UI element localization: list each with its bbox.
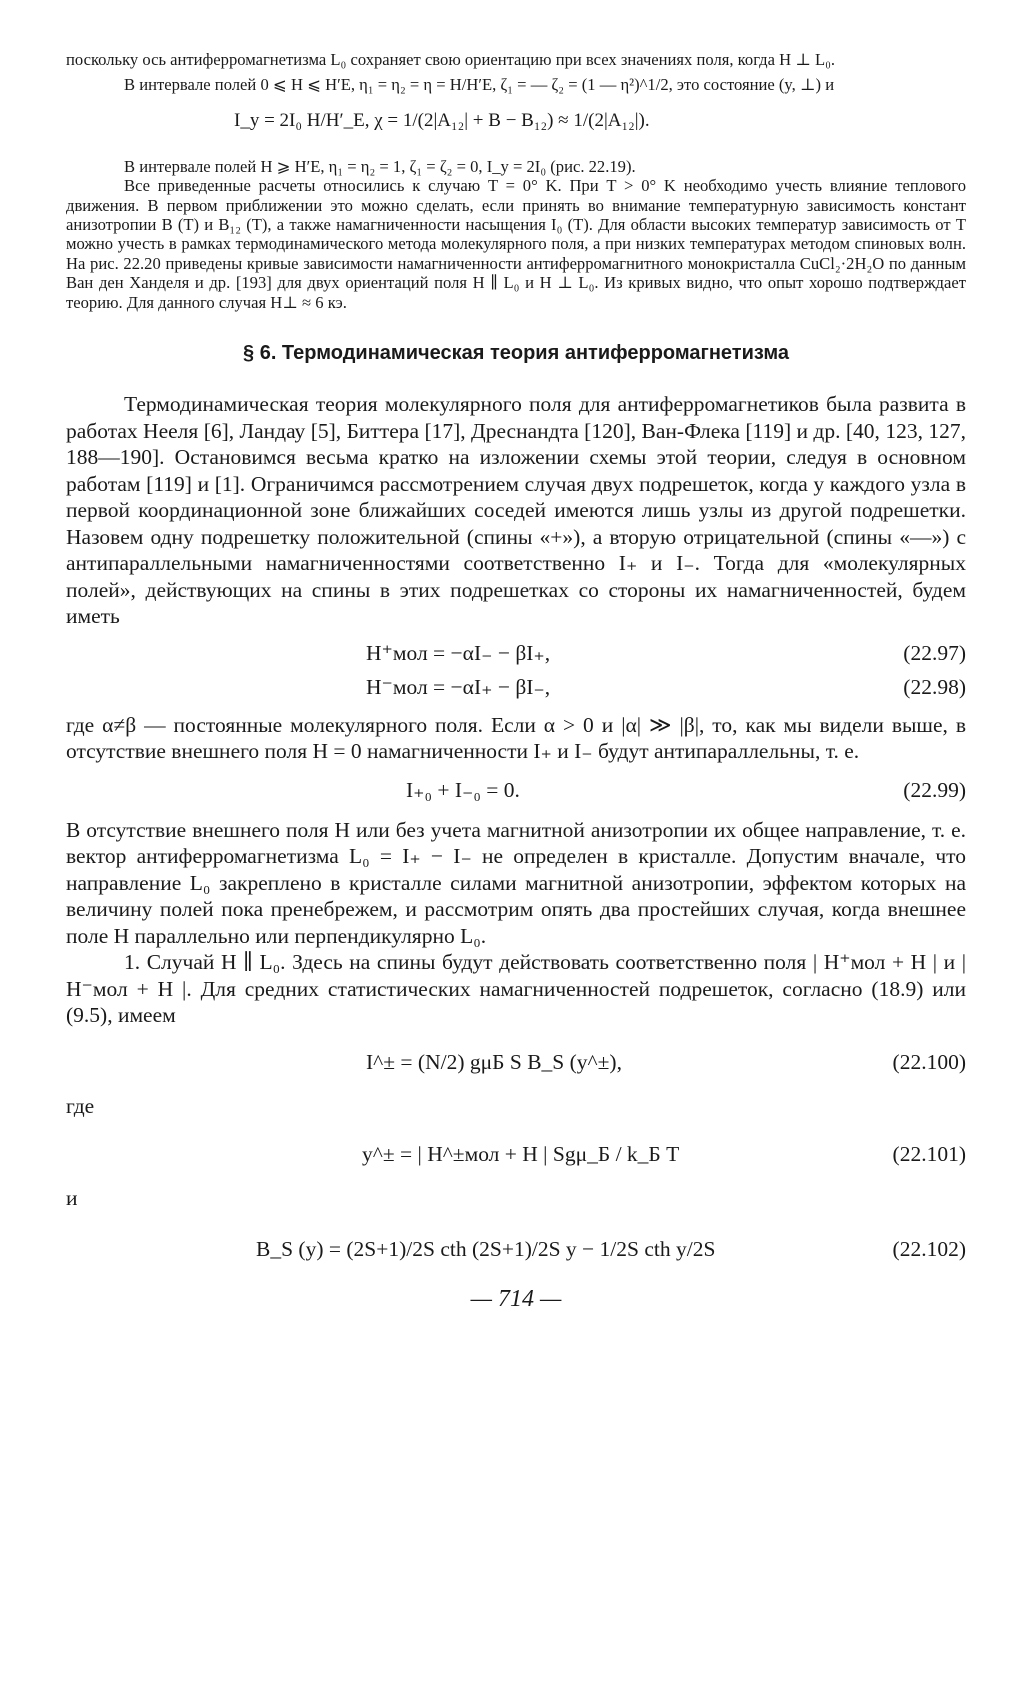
paragraph-field-interval: В интервале полей 0 ⩽ H ⩽ H′E, η₁ = η₂ = η = H/H′E, ζ₁ = — ζ₂ = (1 — η²)^1/2, это состояние (y, ⊥) и [124, 75, 835, 95]
equation-22-101-text: y^± = | H^±мол + H | Sgμ_Б / k_Б T [362, 1142, 680, 1167]
equation-22-102-number: (22.102) [892, 1236, 966, 1261]
formula-iy-chi-text: I_y = 2I₀ H/H′_E, χ = 1/(2|A₁₂| + B − B₁₂) ≈ 1/(2|A₁₂|). [234, 109, 650, 131]
word-where: где [66, 1093, 95, 1118]
formula-iy-chi [66, 95, 966, 151]
equation-22-98-number: (22.98) [903, 674, 966, 699]
paragraph-high-field: В интервале полей H ⩾ H′E, η₁ = η₂ = 1, ζ₁ = ζ₂ = 0, I_y = 2I₀ (рис. 22.19). [124, 156, 636, 176]
page-number: — 714 — [470, 1285, 562, 1312]
equation-22-97-text: H⁺мол = −αI₋ − βI₊, [366, 640, 551, 665]
equation-22-101-number: (22.101) [892, 1142, 966, 1167]
paragraph-anisotropy: В отсутствие внешнего поля H или без учета магнитной анизотропии их общее направление, т. е. вектор антиферромагнетизма L₀ = I₊ − I₋ не определен в кристалле. Допустим вначале, что направление L₀ закреплено в кристалле силами магнитной анизотропии, эффектом которых на величину полей пока пренебрежем, и рассмотрим опять два простейших случая, когда внешнее поле H параллельно или перпендикулярно L₀. [66, 817, 966, 948]
equation-22-98-text: H⁻мол = −αI₊ − βI₋, [366, 674, 551, 699]
equation-22-102 [66, 1212, 966, 1274]
equation-22-100-number: (22.100) [892, 1049, 966, 1074]
paragraph-continuation: поскольку ось антиферромагнетизма L₀ сохраняет свою ориентацию при всех значениях поля, когда H ⊥ L₀. [66, 50, 836, 69]
equation-22-98 [66, 672, 966, 712]
section-heading: § 6. Термодинамическая теория антиферромагнетизма [243, 342, 789, 365]
equation-22-102-text: B_S (y) = (2S+1)/2S cth (2S+1)/2S y − 1/2S cth y/2S [256, 1236, 716, 1261]
equation-22-97 [66, 638, 966, 672]
paragraph-case-1: 1. Случай H ∥ L₀. Здесь на спины будут действовать соответственно поля | H⁺мол + H | и | H⁻мол + H |. Для средних статистических намагниченностей подрешеток, согласно (18.9) или (9.5), имеем [66, 950, 966, 1028]
paragraph-alpha-beta: где α≠β — постоянные молекулярного поля. Если α > 0 и |α| ≫ |β|, то, как мы видели выше, в отсутствие внешнего поля H = 0 намагниченности I₊ и I₋ будут антипараллельны, т. е. [66, 712, 966, 764]
equation-22-99-text: I₊₀ + I₋₀ = 0. [406, 777, 520, 802]
equation-22-99 [66, 765, 966, 817]
equation-22-99-number: (22.99) [903, 777, 966, 802]
paragraph-temperature: Все приведенные расчеты относились к случаю T = 0° K. При T > 0° K необходимо учесть влияние теплового движения. В первом приближении это можно сделать, если принять во внимание температурную зависимость констант анизотропии B (T) и B₁₂ (T), а также намагниченности насыщения I₀ (T). Для области высоких температур зависимость от T можно учесть в рамках термодинамического метода молекулярного поля, а при низких температурах методом спиновых волн. На рис. 22.20 приведены кривые зависимости намагниченности антиферромагнитного монокристалла CuCl₂·2H₂O по данным Ван ден Ханделя и др. [193] для двух ориентаций поля H ∥ L₀ и H ⊥ L₀. Из кривых видно, что опыт хорошо подтверждает теорию. Для данного случая H⊥ ≈ 6 кэ. [66, 176, 966, 312]
page [66, 50, 966, 1313]
equation-22-100 [66, 1029, 966, 1091]
equation-22-100-text: I^± = (N/2) gμБ S B_S (y^±), [366, 1049, 622, 1074]
equation-22-101 [66, 1119, 966, 1185]
word-and: и [66, 1186, 78, 1211]
equation-22-97-number: (22.97) [903, 640, 966, 665]
paragraph-intro: Термодинамическая теория молекулярного поля для антиферромагнетиков была развита в работах Нееля [6], Ландау [5], Биттера [17], Дреснандта [120], Ван-Флека [119] и др. [40, 123, 127, 188—190]. Остановимся весьма кратко на изложении схемы этой теории, следуя в основном работам [119] и [1]. Ограничимся рассмотрением случая двух подрешеток, когда у каждого узла в первой координационной зоне ближайших соседей имеются лишь узлы из другой подрешетки. Назовем одну подрешетку положительной (спины «+»), а вторую отрицательной (спины «—») с антипараллельными намагниченностями соответственно I₊ и I₋. Тогда для «молекулярных полей», действующих на спины в этих подрешетках со стороны их намагниченностей, будем иметь [66, 392, 966, 629]
